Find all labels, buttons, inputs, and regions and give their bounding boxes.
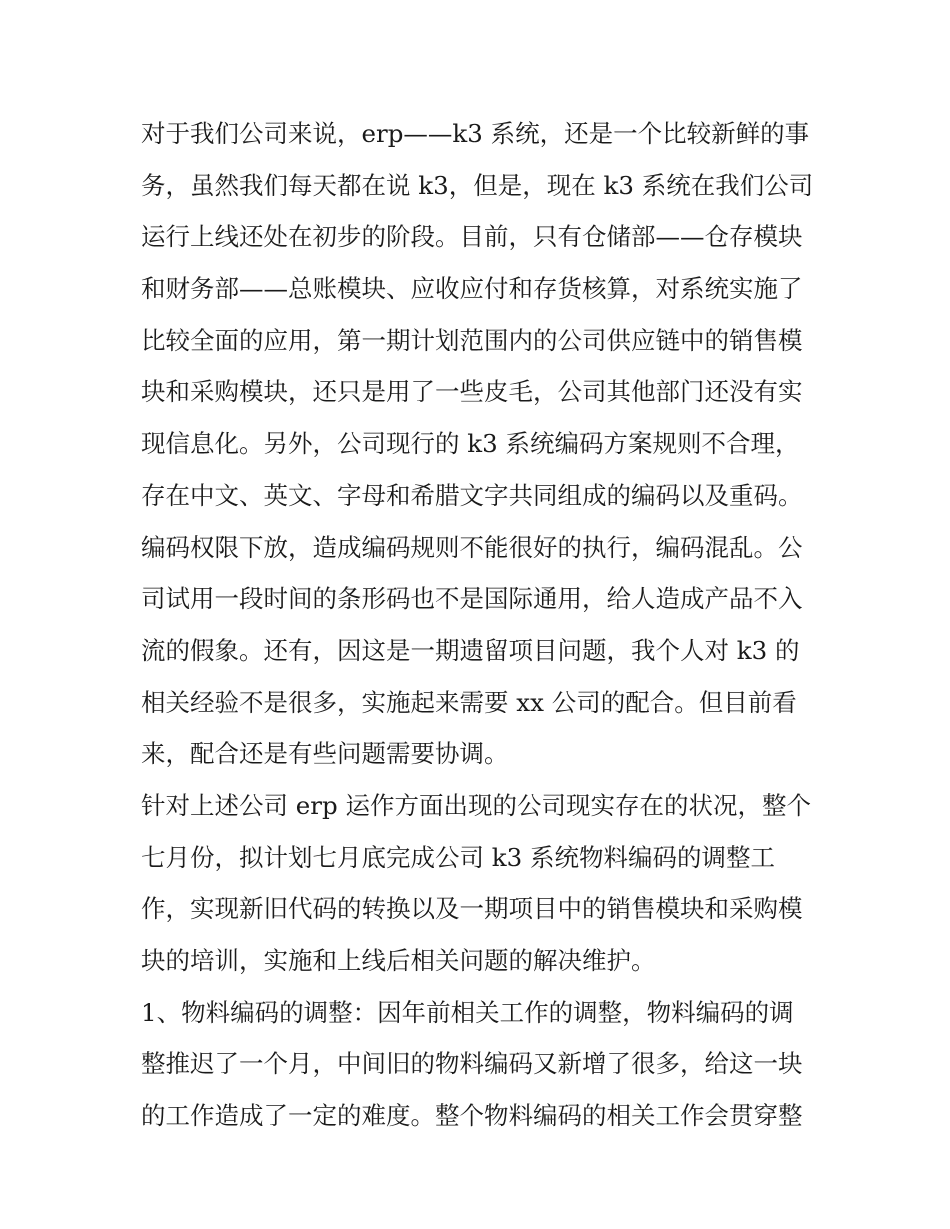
text-line: 针对上述公司 erp 运作方面出现的公司现实存在的状况，整个 [141, 790, 811, 820]
text-line: 相关经验不是很多，实施起来需要 xx 公司的配合。但目前看 [141, 687, 797, 717]
text-line: 的工作造成了一定的难度。整个物料编码的相关工作会贯穿整 [141, 1101, 803, 1131]
text-line: 整推迟了一个月，中间旧的物料编码又新增了很多，给这一块 [141, 1049, 803, 1079]
text-line: 运行上线还处在初步的阶段。目前，只有仓储部——仓存模块 [141, 222, 803, 252]
text-line: 对于我们公司来说，erp——k3 系统，还是一个比较新鲜的事 [141, 119, 810, 148]
text-line: 块和采购模块，还只是用了一些皮毛，公司其他部门还没有实 [141, 377, 803, 407]
text-line: 流的假象。还有，因这是一期遗留项目问题，我个人对 k3 的 [141, 635, 800, 665]
document-body [141, 108, 821, 1142]
text-line: 比较全面的应用，第一期计划范围内的公司供应链中的销售模 [141, 325, 803, 355]
text-line: 务，虽然我们每天都在说 k3，但是，现在 k3 系统在我们公司 [141, 170, 814, 200]
text-line: 编码权限下放，造成编码规则不能很好的执行，编码混乱。公 [141, 532, 803, 562]
text-line: 1、物料编码的调整：因年前相关工作的调整，物料编码的调 [141, 997, 794, 1027]
text-line: 作，实现新旧代码的转换以及一期项目中的销售模块和采购模 [141, 894, 803, 924]
text-line: 和财务部——总账模块、应收应付和存货核算，对系统实施了 [141, 274, 803, 304]
text-line: 存在中文、英文、字母和希腊文字共同组成的编码以及重码。 [141, 480, 803, 510]
text-line: 现信息化。另外，公司现行的 k3 系统编码方案规则不合理， [141, 429, 800, 459]
text-line: 来，配合还是有些问题需要协调。 [141, 739, 509, 769]
text-line: 七月份，拟计划七月底完成公司 k3 系统物料编码的调整工 [141, 842, 776, 872]
text-line: 司试用一段时间的条形码也不是国际通用，给人造成产品不入 [141, 584, 803, 614]
text-line: 块的培训，实施和上线后相关问题的解决维护。 [141, 946, 656, 975]
